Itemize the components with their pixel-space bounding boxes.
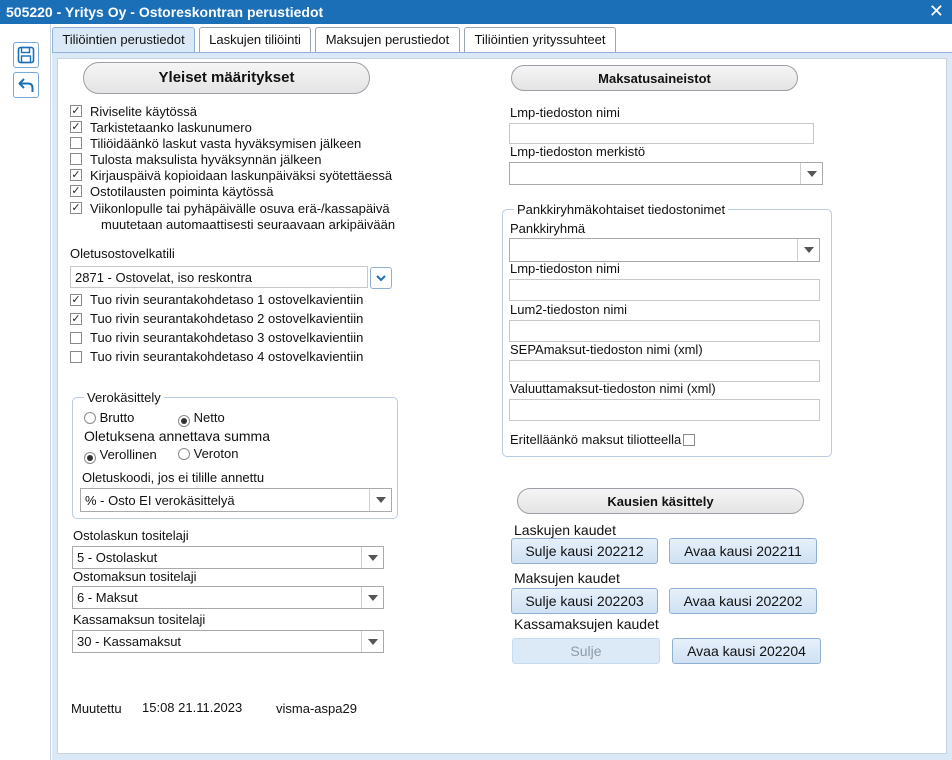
veroton-label: Veroton xyxy=(193,446,239,461)
lmp-file-label: Lmp-tiedoston nimi xyxy=(510,105,620,120)
tracking-level-3-checkbox[interactable] xyxy=(70,332,82,344)
chevron-down-icon xyxy=(375,273,387,283)
general-checkbox-list xyxy=(70,103,410,233)
checkbox-label: Viikonlopulle tai pyhäpäivälle osuva erä-/kassapäivä xyxy=(90,200,390,216)
bank-group-select[interactable] xyxy=(509,238,820,262)
lmp-charset-label: Lmp-tiedoston merkistö xyxy=(510,144,646,159)
vat-mode-row xyxy=(84,410,134,425)
checkbox-label: Ostotilausten poiminta käytössä xyxy=(90,183,274,199)
checkbox-row[interactable] xyxy=(70,167,410,183)
save-icon xyxy=(17,46,35,64)
default-account-dropdown-button[interactable] xyxy=(370,267,392,289)
veroton-radio[interactable] xyxy=(178,448,190,460)
left-toolbar xyxy=(0,24,51,760)
vat-mode-row xyxy=(178,410,225,427)
checkbox-row[interactable] xyxy=(70,347,400,366)
checkbox-row[interactable] xyxy=(70,199,410,217)
checkbox-row[interactable] xyxy=(70,103,410,119)
dropdown-arrow-icon[interactable] xyxy=(361,547,383,568)
weekend-continuation-text: muutetaan automaattisesti seuraavaan arkipäivään xyxy=(101,217,396,232)
payment-materials-header: Maksatusaineistot xyxy=(511,65,798,91)
modified-time: 15:08 21.11.2023 xyxy=(142,700,243,715)
invoice-doc-type-label: Ostolaskun tositelaji xyxy=(73,528,189,543)
dropdown-arrow-icon[interactable] xyxy=(361,587,383,608)
itemize-row[interactable] xyxy=(510,432,695,447)
invoice-doc-type-select[interactable] xyxy=(72,546,384,569)
tracking-level-2-checkbox[interactable]: ✓ xyxy=(71,312,81,325)
checkbox-row[interactable] xyxy=(70,183,410,199)
modified-by: visma-aspa29 xyxy=(276,701,357,716)
tab-bar xyxy=(52,24,952,52)
cash-doc-type-label: Kassamaksun tositelaji xyxy=(73,612,206,627)
itemize-label: Eritelläänkö maksut tiliotteella xyxy=(510,432,682,447)
weekend-due-date-checkbox[interactable]: ✓ xyxy=(71,202,81,214)
close-icon[interactable]: ✕ xyxy=(928,1,944,21)
copy-posting-date-checkbox[interactable]: ✓ xyxy=(71,169,81,181)
open-payment-period-button[interactable]: Avaa kausi 202202 xyxy=(669,588,817,614)
invoice-periods-label: Laskujen kaudet xyxy=(514,522,616,538)
brutto-radio[interactable] xyxy=(84,412,96,424)
checkbox-row[interactable] xyxy=(70,328,400,347)
purchase-order-picking-checkbox[interactable]: ✓ xyxy=(71,185,81,197)
tab-posting-company-relations[interactable]: Tiliöintien yrityssuhteet xyxy=(464,27,616,52)
lmp-file-input[interactable] xyxy=(509,123,814,144)
undo-icon xyxy=(17,76,35,94)
window-title: 505220 - Yritys Oy - Ostoreskontran perustiedot xyxy=(6,4,324,20)
modified-label: Muutettu xyxy=(71,701,122,716)
currency-payments-label: Valuuttamaksut-tiedoston nimi (xml) xyxy=(510,381,716,396)
save-button[interactable] xyxy=(13,42,39,68)
tracking-checkbox-list xyxy=(70,290,400,366)
default-account-label: Oletusostovelkatili xyxy=(70,246,175,261)
post-after-approval-checkbox[interactable] xyxy=(70,137,82,149)
dropdown-arrow-icon[interactable] xyxy=(369,489,391,511)
title-bar xyxy=(0,0,952,24)
checkbox-label: Riviselite käytössä xyxy=(90,103,197,119)
undo-button[interactable] xyxy=(13,72,39,98)
brutto-label: Brutto xyxy=(99,410,135,425)
checkbox-label: Tuo rivin seurantakohdetaso 3 ostovelkavientiin xyxy=(90,330,364,345)
check-invoice-number-checkbox[interactable]: ✓ xyxy=(71,121,81,133)
itemize-checkbox[interactable] xyxy=(683,434,695,446)
tracking-level-1-checkbox[interactable]: ✓ xyxy=(71,293,81,306)
bank-lmp-label: Lmp-tiedoston nimi xyxy=(510,261,620,276)
sum-mode-row xyxy=(178,446,238,461)
verollinen-radio[interactable] xyxy=(84,452,96,464)
print-payment-list-checkbox[interactable] xyxy=(70,153,82,165)
bank-group-label: Pankkiryhmä xyxy=(510,221,586,236)
default-vat-code-select[interactable] xyxy=(80,488,392,512)
currency-payments-input[interactable] xyxy=(509,399,820,421)
tab-posting-basics[interactable]: Tiliöintien perustiedot xyxy=(52,27,195,52)
checkbox-row[interactable] xyxy=(70,135,410,151)
payment-doc-type-select[interactable] xyxy=(72,586,384,609)
cash-periods-label: Kassamaksujen kaudet xyxy=(514,616,659,632)
payment-doc-type-label: Ostomaksun tositelaji xyxy=(73,569,197,584)
select-value: 30 - Kassamaksut xyxy=(77,634,182,649)
checkbox-row[interactable] xyxy=(70,309,400,328)
payment-periods-label: Maksujen kaudet xyxy=(514,570,620,586)
open-cash-period-button[interactable]: Avaa kausi 202204 xyxy=(672,638,821,664)
sepa-label: SEPAmaksut-tiedoston nimi (xml) xyxy=(510,342,703,357)
default-code-label: Oletuskoodi, jos ei tilille annettu xyxy=(82,470,265,485)
cash-doc-type-select[interactable] xyxy=(72,630,384,653)
sepa-input[interactable] xyxy=(509,360,820,382)
default-account-input[interactable]: 2871 - Ostovelat, iso reskontra xyxy=(70,266,368,288)
general-settings-header: Yleiset määritykset xyxy=(83,62,370,94)
checkbox-label: Tuo rivin seurantakohdetaso 4 ostovelkavientiin xyxy=(90,349,364,364)
default-sum-label: Oletuksena annettava summa xyxy=(84,428,270,444)
netto-radio[interactable] xyxy=(178,415,190,427)
verollinen-label: Verollinen xyxy=(99,447,157,462)
checkbox-row[interactable] xyxy=(70,290,400,309)
vat-legend: Verokäsittely xyxy=(84,390,164,405)
netto-label: Netto xyxy=(193,410,225,425)
open-invoice-period-button[interactable]: Avaa kausi 202211 xyxy=(669,538,817,564)
lum2-input[interactable] xyxy=(509,320,820,342)
checkbox-label: Tiliöidäänkö laskut vasta hyväksymisen jälkeen xyxy=(90,135,362,151)
checkbox-label: Kirjauspäivä kopioidaan laskunpäiväksi syötettäessä xyxy=(90,167,393,183)
lum2-label: Lum2-tiedoston nimi xyxy=(510,302,628,317)
select-value: % - Osto EI verokäsittelyä xyxy=(85,492,235,508)
close-payment-period-button[interactable]: Sulje kausi 202203 xyxy=(511,588,658,614)
checkbox-label: Tuo rivin seurantakohdetaso 1 ostovelkavientiin xyxy=(90,292,364,307)
close-cash-period-button[interactable]: Sulje xyxy=(512,638,660,664)
checkbox-label: Tuo rivin seurantakohdetaso 2 ostovelkavientiin xyxy=(90,311,364,326)
line-description-checkbox[interactable]: ✓ xyxy=(71,105,81,117)
tab-invoice-posting[interactable]: Laskujen tiliöinti xyxy=(199,27,311,52)
periods-header: Kausien käsittely xyxy=(517,488,804,514)
close-invoice-period-button[interactable]: Sulje kausi 202212 xyxy=(511,538,658,564)
dropdown-arrow-icon[interactable] xyxy=(800,163,822,184)
select-value: 6 - Maksut xyxy=(77,590,138,605)
checkbox-label: Tulosta maksulista hyväksynnän jälkeen xyxy=(90,151,322,167)
bank-lmp-input[interactable] xyxy=(509,279,820,301)
dropdown-arrow-icon[interactable] xyxy=(361,631,383,652)
sum-mode-row xyxy=(84,447,157,464)
checkbox-row[interactable] xyxy=(70,119,410,135)
bank-group-legend: Pankkiryhmäkohtaiset tiedostonimet xyxy=(514,202,728,217)
select-value: 5 - Ostolaskut xyxy=(77,550,158,565)
dropdown-arrow-icon[interactable] xyxy=(797,239,819,261)
lmp-charset-select[interactable] xyxy=(509,162,823,185)
checkbox-row[interactable] xyxy=(70,151,410,167)
checkbox-label: Tarkistetaanko laskunumero xyxy=(90,119,252,135)
tab-payment-basics[interactable]: Maksujen perustiedot xyxy=(315,27,460,52)
tracking-level-4-checkbox[interactable] xyxy=(70,351,82,363)
